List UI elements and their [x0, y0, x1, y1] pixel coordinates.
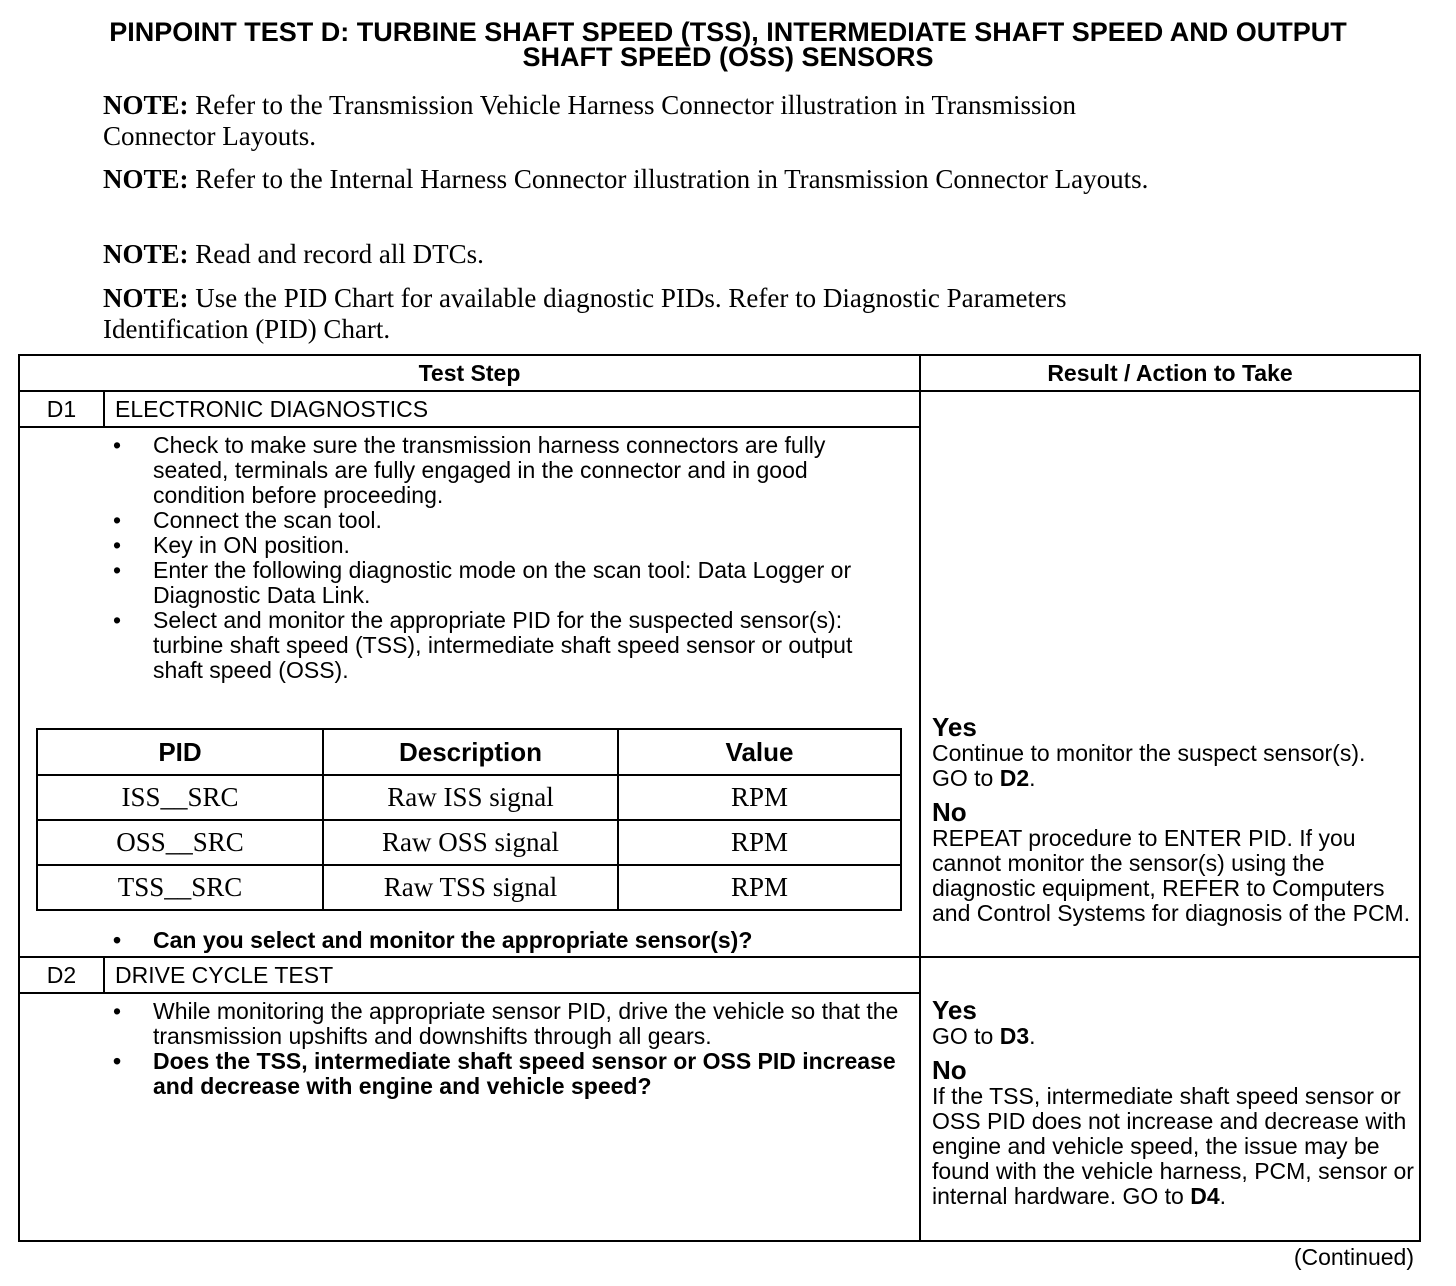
- d2-result: [932, 996, 1417, 1209]
- pid-header-value: Value: [618, 729, 901, 775]
- list-item: • Select and monitor the appropriate PID for the suspected sensor(s): turbine shaft speed (TSS), intermediate shaft speed sensor or output shaft speed (OSS).: [113, 608, 903, 683]
- d2-title-divider: [20, 992, 919, 994]
- d1-instructions: [113, 433, 903, 683]
- header-divider: [20, 390, 1419, 392]
- d1-result: [932, 713, 1417, 926]
- list-item: • Key in ON position.: [113, 533, 903, 558]
- d1-id-divider: [103, 390, 105, 426]
- no-text: REPEAT procedure to ENTER PID. If you cannot monitor the sensor(s) using the diagnostic equipment, REFER to Computers and Control Systems for diagnosis of the PCM.: [932, 825, 1411, 926]
- list-item: • Connect the scan tool.: [113, 508, 903, 533]
- no-action: If the TSS, intermediate shaft speed sensor or OSS PID does not increase and decrease with engine and vehicle speed, the issue may be found with the vehicle harness, PCM, sensor or internal hardware.: [932, 1083, 1414, 1209]
- notes-section: [103, 90, 1403, 345]
- test-step-table: [18, 354, 1421, 1242]
- description-cell: Raw ISS signal: [323, 775, 618, 820]
- value-cell: RPM: [618, 865, 901, 910]
- step-id-d1: D1: [46, 396, 77, 422]
- goto-prefix: GO to: [1122, 1183, 1191, 1209]
- pid-table: [36, 728, 902, 911]
- yes-action: Continue to monitor the suspect sensor(s).: [932, 740, 1366, 766]
- step-title-d1: ELECTRONIC DIAGNOSTICS: [115, 396, 429, 422]
- yes-text: GO to D3.: [932, 1023, 1036, 1049]
- continued-label: (Continued): [1293, 1244, 1414, 1270]
- goto-prefix: GO to: [932, 765, 1000, 791]
- value-cell: RPM: [618, 820, 901, 865]
- description-cell: Raw OSS signal: [323, 820, 618, 865]
- list-item: • Check to make sure the transmission harness connectors are fully seated, terminals are fully engaged in the connector and in good condition before proceeding.: [113, 433, 903, 508]
- table-row: [37, 820, 901, 865]
- d2-instructions: [113, 999, 903, 1099]
- column-divider: [919, 356, 921, 1240]
- note-text: Read and record all DTCs.: [195, 239, 484, 269]
- note-label: NOTE:: [103, 283, 189, 313]
- step-title-d2: DRIVE CYCLE TEST: [115, 962, 334, 988]
- table-row: [37, 865, 901, 910]
- d1-title-divider: [20, 426, 919, 428]
- goto-step-link: D2: [999, 765, 1030, 791]
- goto-prefix: GO to: [932, 1023, 1000, 1049]
- header-test-step: Test Step: [418, 360, 521, 386]
- pid-cell: ISS__SRC: [37, 775, 323, 820]
- goto-step-link: D3: [999, 1023, 1030, 1049]
- d1-question-list: [113, 928, 903, 953]
- note-text: Refer to the Transmission Vehicle Harness Connector illustration in Transmission: [195, 90, 1076, 120]
- d1-question: • Can you select and monitor the appropriate sensor(s)?: [113, 928, 903, 953]
- d1-d2-divider: [20, 956, 1419, 958]
- note-text-continued: Identification (PID) Chart.: [103, 314, 391, 344]
- note-text: Use the PID Chart for available diagnostic PIDs. Refer to Diagnostic Parameters: [195, 283, 1067, 313]
- pid-table-header-row: [37, 729, 901, 775]
- no-label: No: [932, 797, 967, 827]
- list-item: • While monitoring the appropriate sensor PID, drive the vehicle so that the transmission upshifts and downshifts through all gears.: [113, 999, 903, 1049]
- d2-question: • Does the TSS, intermediate shaft speed sensor or OSS PID increase and decrease with engine and vehicle speed?: [113, 1049, 903, 1099]
- yes-label: Yes: [932, 712, 977, 742]
- note-4: [103, 283, 1403, 345]
- d2-id-divider: [103, 956, 105, 992]
- pid-cell: OSS__SRC: [37, 820, 323, 865]
- table-row: [37, 775, 901, 820]
- pid-cell: TSS__SRC: [37, 865, 323, 910]
- note-text-continued: Connector Layouts.: [103, 121, 316, 151]
- note-label: NOTE:: [103, 239, 189, 269]
- no-label: No: [932, 1055, 967, 1085]
- title-line-2: SHAFT SPEED (OSS) SENSORS: [522, 42, 934, 72]
- note-3: [103, 239, 1403, 270]
- pid-header-description: Description: [323, 729, 618, 775]
- yes-text: Continue to monitor the suspect sensor(s). GO to D2.: [932, 740, 1366, 791]
- page-title: [0, 17, 1456, 72]
- note-2: [103, 164, 1403, 195]
- description-cell: Raw TSS signal: [323, 865, 618, 910]
- yes-label: Yes: [932, 995, 977, 1025]
- step-id-d2: D2: [46, 962, 77, 988]
- header-result: Result / Action to Take: [1047, 360, 1293, 386]
- note-label: NOTE:: [103, 90, 189, 120]
- title-line-1: PINPOINT TEST D: TURBINE SHAFT SPEED (TSS), INTERMEDIATE SHAFT SPEED AND OUTPUT: [109, 17, 1347, 47]
- goto-step-link: D4: [1190, 1183, 1220, 1209]
- pid-header-pid: PID: [37, 729, 323, 775]
- value-cell: RPM: [618, 775, 901, 820]
- no-text: If the TSS, intermediate shaft speed sensor or OSS PID does not increase and decrease with engine and vehicle speed, the issue may be found with the vehicle harness, PCM, sensor or internal hardware. GO to D4.: [932, 1083, 1414, 1209]
- list-item: • Enter the following diagnostic mode on the scan tool: Data Logger or Diagnostic Data Link.: [113, 558, 903, 608]
- note-1: [103, 90, 1403, 152]
- note-text: Refer to the Internal Harness Connector illustration in Transmission Connector Layouts.: [195, 164, 1149, 194]
- note-label: NOTE:: [103, 164, 189, 194]
